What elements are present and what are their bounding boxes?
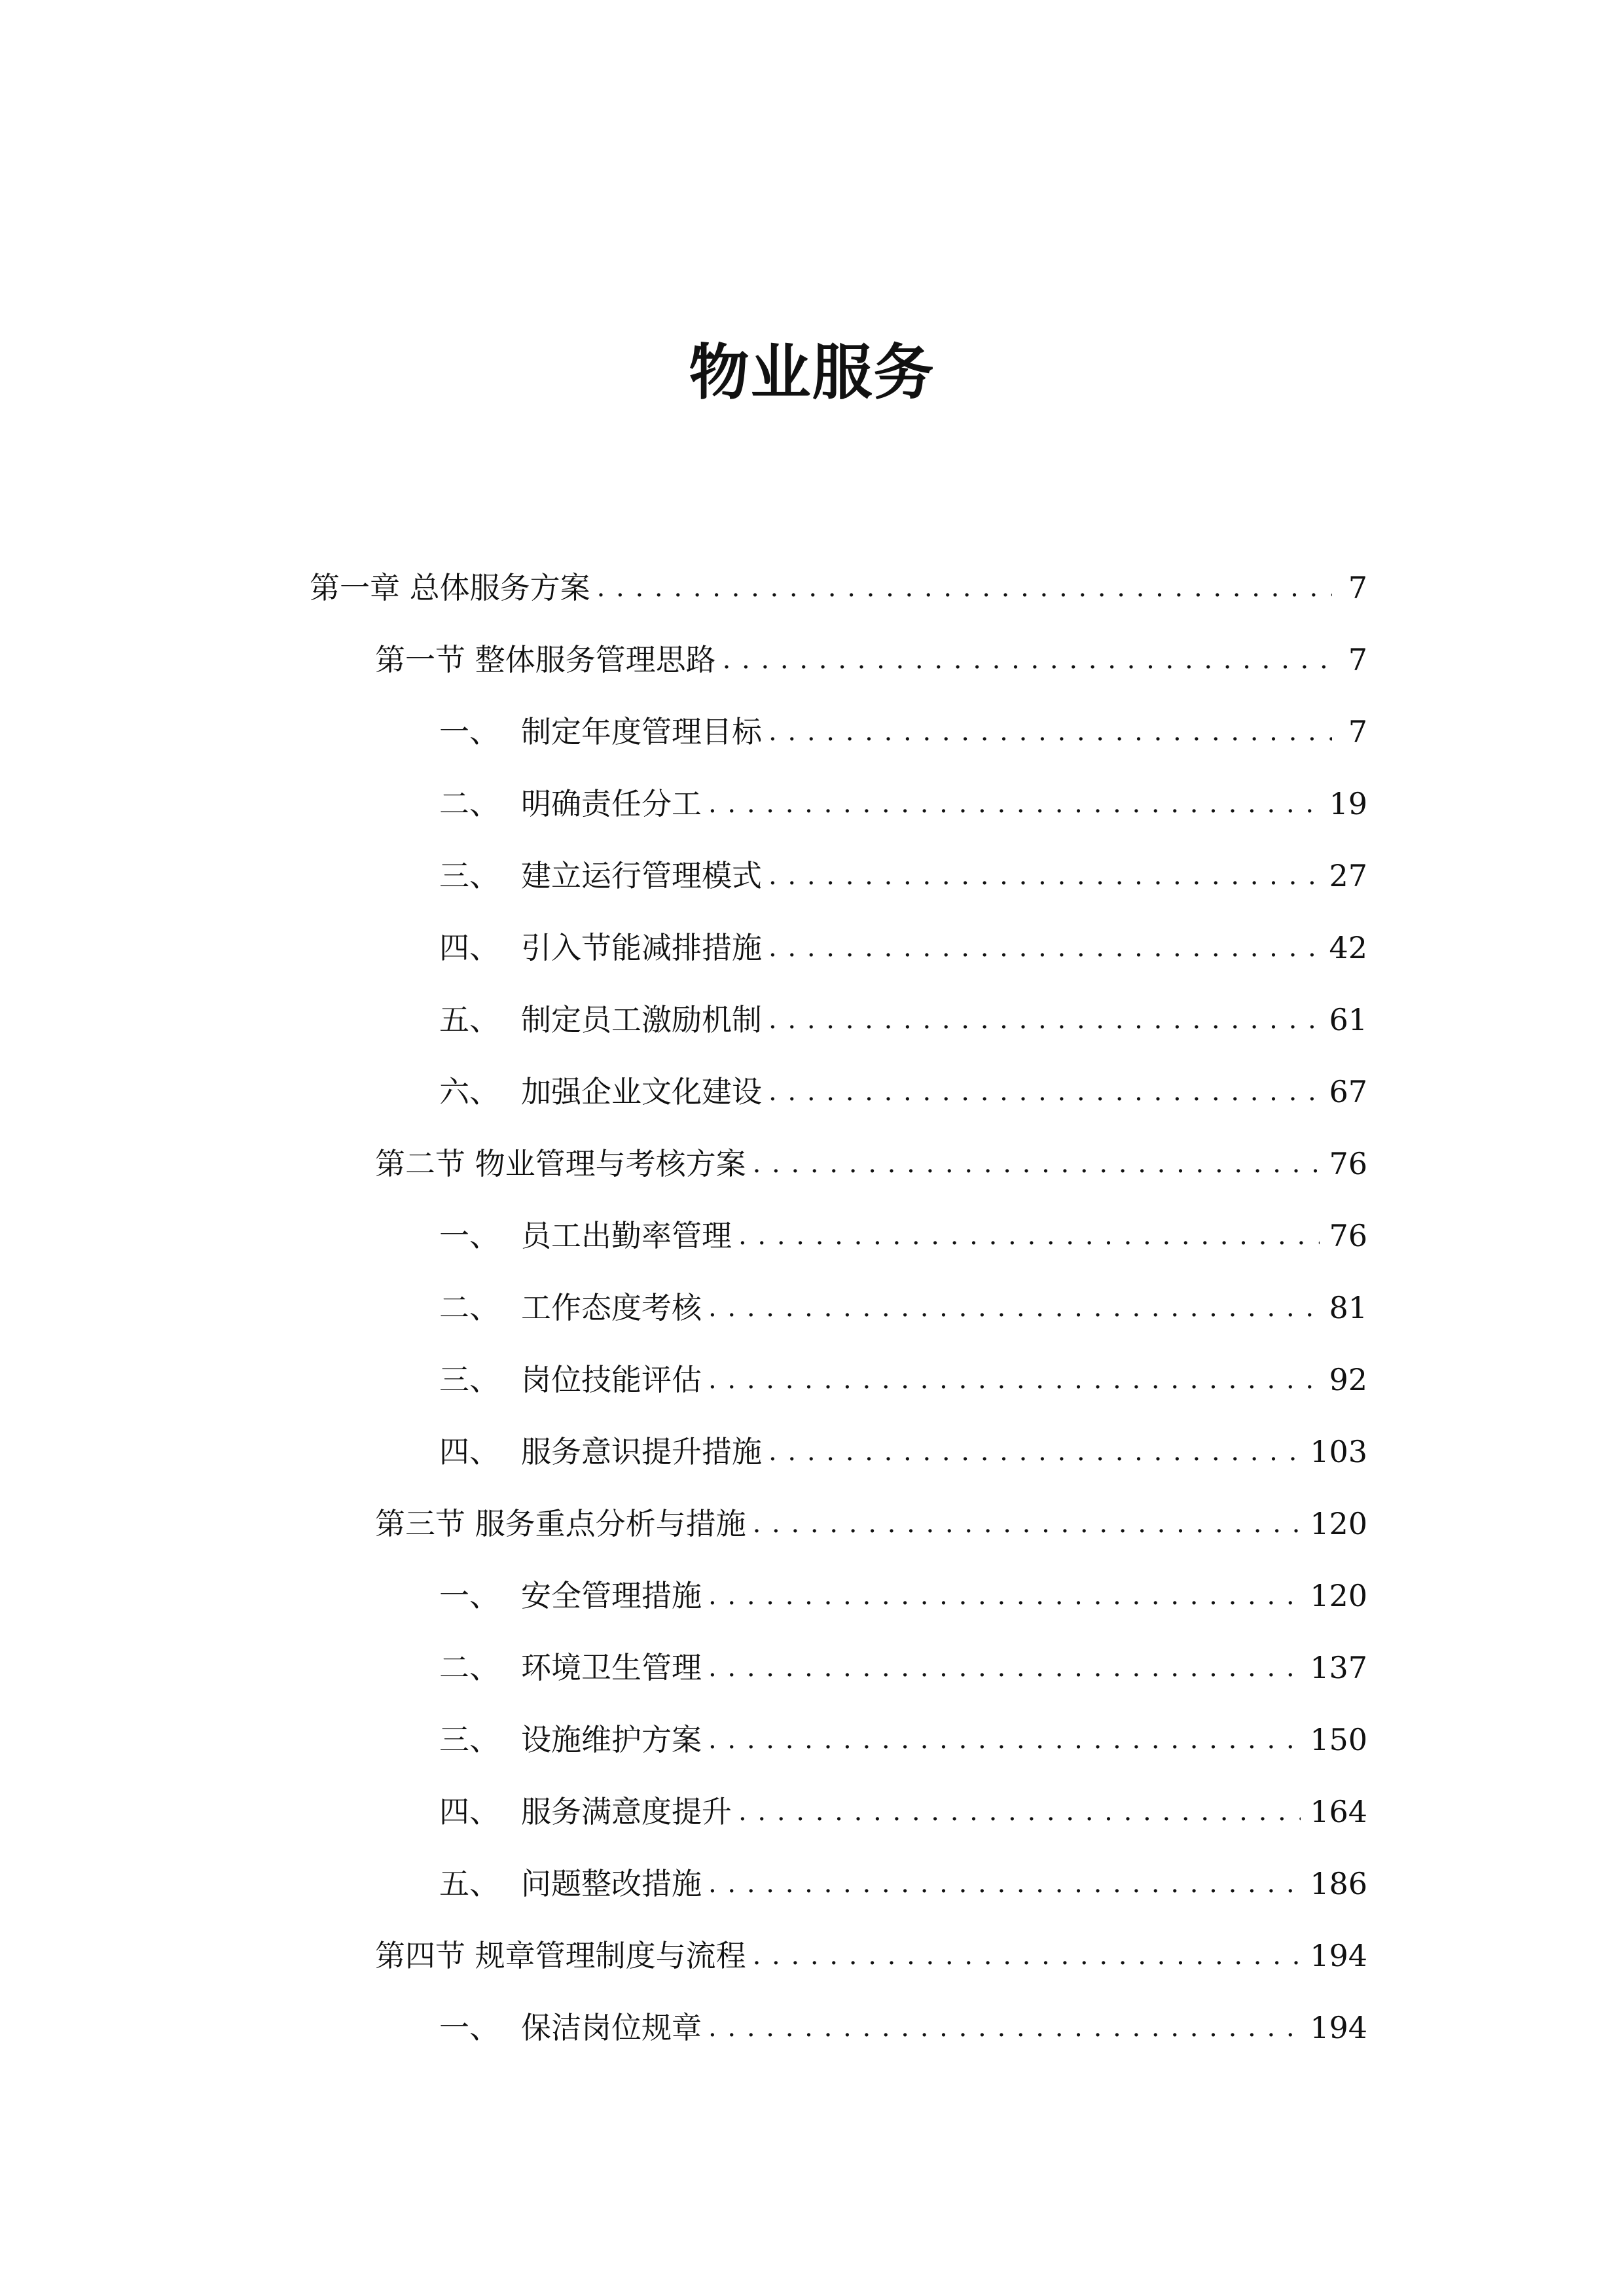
page-title: 物业服务 [689,338,935,408]
toc-title: 制定年度管理目标 [521,714,762,749]
dot-leader [738,1785,1301,1838]
dot-leader [768,850,1320,902]
toc-entry[interactable] [439,994,1367,1046]
toc-number: 第三节 [375,1506,465,1541]
toc-number: 四、 [439,930,499,965]
toc-number: 一、 [439,1218,499,1253]
toc-title: 设施维护方案 [521,1722,702,1757]
dot-leader [708,1641,1301,1694]
dot-leader [753,1138,1320,1190]
toc-title: 物业管理与考核方案 [475,1146,746,1181]
toc-entry[interactable] [439,706,1367,758]
toc-title: 环境卫生管理 [521,1650,702,1685]
dot-leader [738,1210,1320,1262]
toc-number: 一、 [439,2010,499,2045]
toc-number: 六、 [439,1074,499,1109]
toc-number: 四、 [439,1794,499,1829]
toc-number: 二、 [439,1650,499,1685]
toc-title: 服务重点分析与措施 [475,1506,746,1541]
toc-entry[interactable] [439,1785,1367,1838]
toc-page-number: 150 [1310,1722,1367,1757]
toc-title: 服务满意度提升 [521,1794,732,1829]
toc-title: 问题整改措施 [521,1866,702,1901]
toc-page-number: 186 [1310,1866,1367,1901]
toc-page-number: 137 [1310,1650,1367,1685]
toc-page-number: 120 [1310,1506,1367,1541]
toc-number: 一、 [439,714,499,749]
toc-number: 二、 [439,1290,499,1325]
dot-leader [768,706,1332,758]
toc-number: 三、 [439,1722,499,1757]
toc-entry[interactable] [439,1713,1367,1766]
toc-number: 五、 [439,1866,499,1901]
toc-entry[interactable] [439,1354,1367,1406]
toc-number: 第一章 [310,570,400,605]
dot-leader [708,1354,1320,1406]
toc-page-number: 164 [1310,1794,1367,1829]
toc-title: 安全管理措施 [521,1578,702,1613]
dot-leader [708,2001,1301,2054]
dot-leader [723,634,1332,686]
toc-title: 整体服务管理思路 [475,642,716,677]
toc-title: 加强企业文化建设 [521,1074,762,1109]
toc-entry[interactable] [439,1066,1367,1118]
dot-leader [753,1929,1301,1982]
toc-title: 工作态度考核 [521,1290,702,1325]
toc-number: 三、 [439,1362,499,1397]
dot-leader [753,1498,1301,1550]
toc-entry[interactable] [439,1210,1367,1262]
toc-title: 引入节能减排措施 [521,930,762,965]
toc-page-number: 194 [1310,1938,1367,1973]
toc-entry-section-2[interactable] [375,1138,1367,1190]
toc-number: 第一节 [375,642,465,677]
toc-entry[interactable] [439,850,1367,902]
toc-entry-section-1[interactable] [375,634,1367,686]
dot-leader [708,1570,1301,1622]
toc-page-number: 7 [1348,642,1367,677]
toc-page-number: 19 [1329,786,1367,821]
toc-page-number: 27 [1329,858,1367,893]
toc-page-number: 92 [1329,1362,1367,1397]
toc-number: 三、 [439,858,499,893]
toc-number: 一、 [439,1578,499,1613]
toc-entry[interactable] [439,922,1367,974]
toc-number: 五、 [439,1002,499,1037]
toc-title: 规章管理制度与流程 [475,1938,746,1973]
dot-leader [708,1857,1301,1910]
toc-title: 岗位技能评估 [521,1362,702,1397]
toc-title: 明确责任分工 [521,786,702,821]
toc-page-number: 42 [1329,930,1367,965]
toc-entry[interactable] [439,2001,1367,2054]
toc-title: 服务意识提升措施 [521,1434,762,1469]
toc-title: 总体服务方案 [409,570,590,605]
toc-title: 制定员工激励机制 [521,1002,762,1037]
toc-entry[interactable] [439,1570,1367,1622]
dot-leader [768,922,1320,974]
toc-page-number: 76 [1329,1218,1367,1253]
dot-leader [708,1282,1320,1334]
toc-page-number: 61 [1329,1002,1367,1037]
toc-entry[interactable] [439,1857,1367,1910]
toc-page-number: 7 [1348,570,1367,605]
toc-page-number: 103 [1310,1434,1367,1469]
toc-number: 第四节 [375,1938,465,1973]
toc-entry[interactable] [439,1282,1367,1334]
toc-page-number: 7 [1348,714,1367,749]
dot-leader [597,562,1332,614]
toc-entry[interactable] [439,1426,1367,1478]
dot-leader [708,1713,1301,1766]
toc-title: 保洁岗位规章 [521,2010,702,2045]
toc-entry-section-4[interactable] [375,1929,1367,1982]
toc-entry-chapter-1[interactable] [310,562,1367,614]
dot-leader [708,778,1320,830]
toc-entry[interactable] [439,1641,1367,1694]
toc-page-number: 120 [1310,1578,1367,1613]
toc-number: 四、 [439,1434,499,1469]
dot-leader [768,1066,1320,1118]
toc-page-number: 67 [1329,1074,1367,1109]
toc-page-number: 76 [1329,1146,1367,1181]
toc-entry[interactable] [439,778,1367,830]
toc-number: 第二节 [375,1146,465,1181]
toc-title: 员工出勤率管理 [521,1218,732,1253]
toc-page-number: 81 [1329,1290,1367,1325]
toc-number: 二、 [439,786,499,821]
toc-entry-section-3[interactable] [375,1498,1367,1550]
dot-leader [768,1426,1301,1478]
toc-page-number: 194 [1310,2010,1367,2045]
dot-leader [768,994,1320,1046]
toc-title: 建立运行管理模式 [521,858,762,893]
